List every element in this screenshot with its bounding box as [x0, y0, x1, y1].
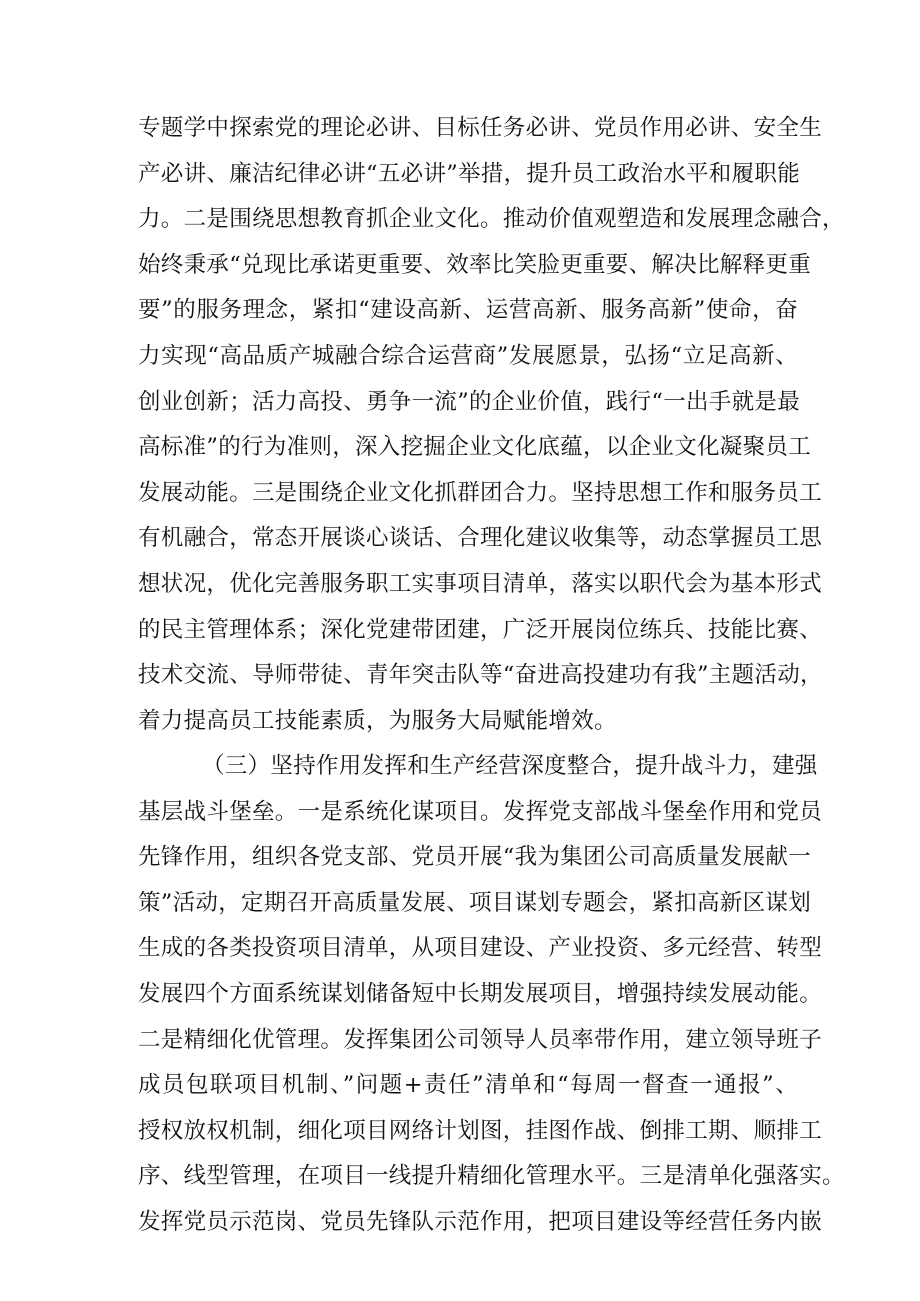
- paragraph-line: 专题学中探索党的理论必讲、目标任务必讲、党员作用必讲、安全生: [138, 115, 823, 141]
- paragraph-line: 有机融合，常态开展谈心谈话、合理化建议收集等，动态掌握员工思: [138, 525, 823, 552]
- paragraph-line: 成员包联项目机制、”问题+责任”清单和“每周一督查一通报”、: [138, 1072, 798, 1099]
- paragraph-1: [138, 106, 845, 744]
- paragraph-line: 技术交流、导师带徒、青年突击队等“奋进高投建功有我”主题活动，: [138, 662, 823, 689]
- paragraph-line: 先锋作用，组织各党支部、党员开展“我为集团公司高质量发展献一: [138, 844, 812, 871]
- paragraph-line: 要”的服务理念，紧扣“建设高新、运营高新、服务高新”使命，奋: [138, 297, 798, 324]
- paragraph-line: 着力提高员工技能素质，为服务大局赋能增效。: [138, 707, 617, 734]
- paragraph-line: 生成的各类投资项目清单，从项目建设、产业投资、多元经营、转型: [138, 935, 823, 962]
- paragraph-line: 产必讲、廉洁纪律必讲“五必讲”举措，提升员工政治水平和履职能: [138, 160, 801, 187]
- paragraph-line: 二是精细化优管理。发挥集团公司领导人员率带作用，建立领导班子: [138, 1026, 823, 1053]
- paragraph-line: 力实现“高品质产城融合综合运营商”发展愿景，弘扬“立足高新、: [138, 342, 798, 369]
- paragraph-line: 策”活动，定期召开高质量发展、项目谋划专题会，紧扣高新区谋划: [138, 889, 812, 916]
- paragraph-line: 的民主管理体系；深化党建带团建，广泛开展岗位练兵、技能比赛、: [138, 616, 823, 643]
- paragraph-line: 创业创新；活力高投、勇争一流”的企业价值，践行“一出手就是最: [138, 388, 801, 415]
- paragraph-line: 想状况，优化完善服务职工实事项目清单，落实以职代会为基本形式: [138, 570, 823, 597]
- paragraph-line: 发挥党员示范岗、党员先锋队示范作用，把项目建设等经营任务内嵌: [138, 1208, 823, 1235]
- paragraph-line: 发展动能。三是围绕企业文化抓群团合力。坚持思想工作和服务员工: [138, 479, 823, 506]
- paragraph-line: 基层战斗堡垒。一是系统化谋项目。发挥党支部战斗堡垒作用和党员: [138, 798, 823, 825]
- paragraph-line: 高标准”的行为准则，深入挖掘企业文化底蕴，以企业文化凝聚员工: [138, 434, 812, 461]
- paragraph-2: [138, 744, 845, 1246]
- paragraph-line: 序、线型管理，在项目一线提升精细化管理水平。三是清单化强落实。: [138, 1163, 845, 1190]
- paragraph-line: 发展四个方面系统谋划储备短中长期发展项目，增强持续发展动能。: [138, 980, 823, 1007]
- paragraph-line: 力。二是围绕思想教育抓企业文化。推动价值观塑造和发展理念融合，: [138, 206, 845, 233]
- section-heading-line: （三）坚持作用发挥和生产经营深度整合，提升战斗力，建强: [202, 753, 818, 779]
- paragraph-line: 始终秉承“兑现比承诺更重要、效率比笑脸更重要、解决比解释更重: [138, 251, 812, 278]
- paragraph-line: 授权放权机制，细化项目网络计划图，挂图作战、倒排工期、顺排工: [138, 1117, 823, 1144]
